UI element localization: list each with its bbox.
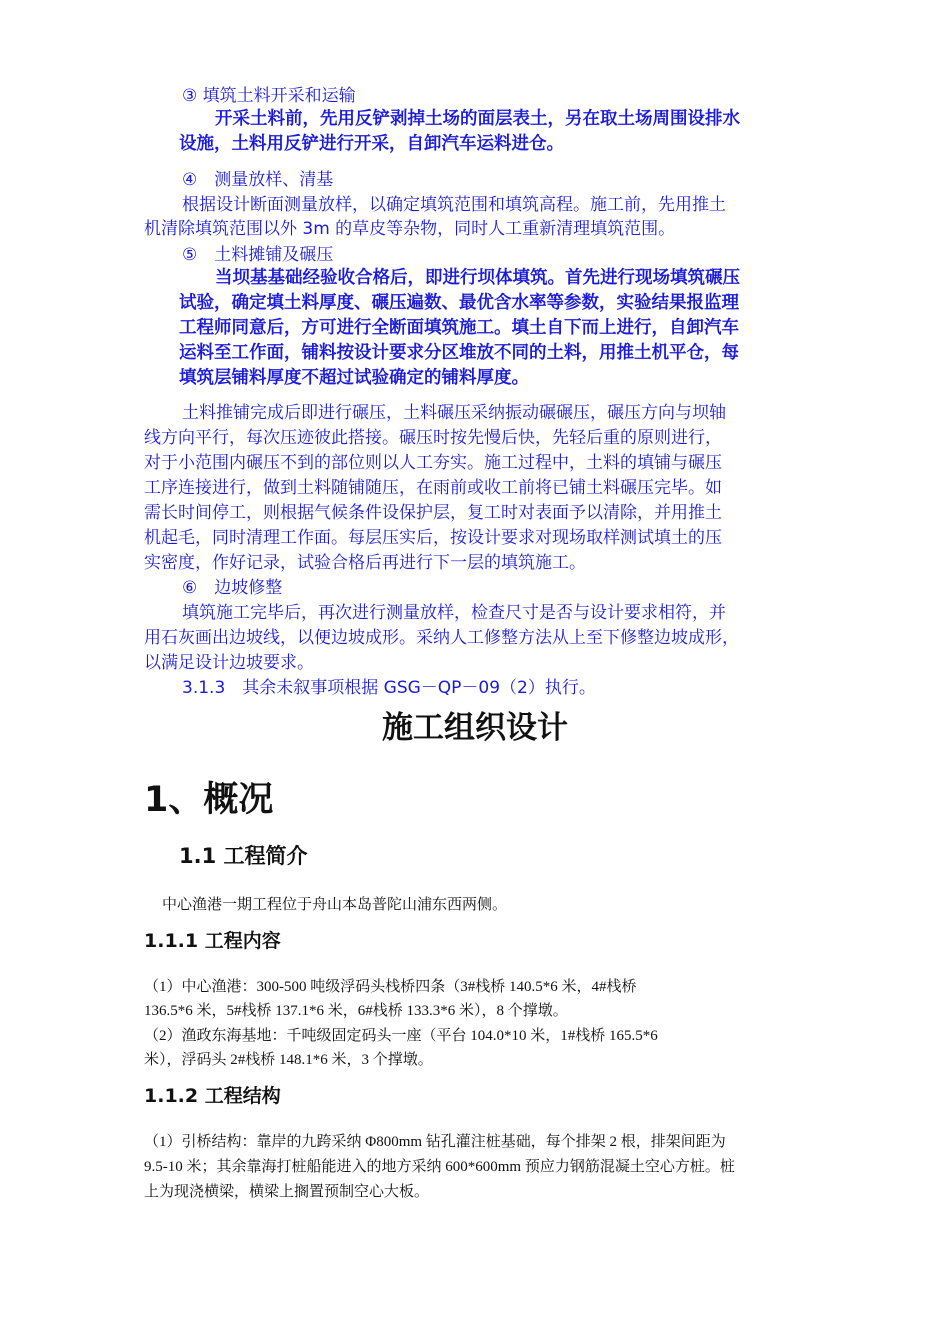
section-4-line: 根据设计断面测量放样，以确定填筑范围和填筑高程。施工前，先用推土 (182, 195, 726, 215)
section-3-line: 开采土料前，先用反铲剥掉土场的面层表土，另在取土场周围设排水 (215, 109, 740, 129)
document-title: 施工组织设计 (382, 710, 568, 746)
section-5-line: 线方向平行，每次压迹彼此搭接。碾压时按先慢后快，先轻后重的原则进行， (144, 428, 722, 448)
section-5-line: 工序连接进行，做到土料随铺随压，在雨前或收工前将已铺土料碾压完毕。如 (144, 478, 722, 498)
subsection-heading: 1.1.2 工程结构 (144, 1085, 281, 1107)
section-5-line: 对于小范围内碾压不到的部位则以人工夯实。施工过程中，土料的填铺与碾压 (144, 453, 722, 473)
section-4-heading: ④ 测量放样、清基 (182, 170, 334, 190)
section-3-heading: ③ 填筑土料开采和运输 (182, 86, 356, 106)
section-6-line: 以满足设计边坡要求。 (144, 653, 314, 673)
section-6-line: 用石灰画出边坡线，以便边坡成形。采纳人工修整方法从上至下修整边坡成形， (144, 628, 739, 648)
subsection-heading: 1.1.1 工程内容 (144, 930, 281, 952)
section-6-heading: ⑥ 边坡修整 (182, 578, 283, 598)
section-5-line: 需长时间停工，则根据气候条件设保护层，复工时对表面予以清除，并用推土 (144, 503, 722, 523)
section-6-note: 3.1.3 其余未叙事项根据 GSG－QP－09（2）执行。 (182, 678, 596, 698)
section-5-bold-line: 试验，确定填土料厚度、碾压遍数、最优含水率等参数，实验结果报监理 (179, 293, 739, 313)
section-5-heading: ⑤ 土料摊铺及碾压 (182, 245, 334, 265)
chapter-heading: 1、概况 (144, 780, 274, 820)
intro-paragraph: 中心渔港一期工程位于舟山本岛普陀山浦东西两侧。 (162, 897, 508, 913)
section-5-bold-line: 填筑层铺料厚度不超过试验确定的铺料厚度。 (179, 368, 529, 388)
section-5-bold-line: 工程师同意后，方可进行全断面填筑施工。填土自下而上进行，自卸汽车 (179, 318, 739, 338)
structure-line: （1）引桥结构：靠岸的九跨采纳 Φ800mm 钻孔灌注桩基础，每个排架 2 根，排架间距为 (144, 1134, 726, 1150)
section-5-bold-line: 当坝基基础经验收合格后，即进行坝体填筑。首先进行现场填筑碾压 (215, 268, 740, 288)
content-line: 136.5*6 米，5#栈桥 137.1*6 米，6#栈桥 133.3*6 米），8 个撑墩。 (144, 1003, 568, 1019)
section-5-line: 土料推铺完成后即进行碾压，土料碾压采纳振动碾碾压，碾压方向与坝轴 (182, 403, 726, 423)
section-5-line: 实密度，作好记录，试验合格后再进行下一层的填筑施工。 (144, 553, 586, 573)
section-6-line: 填筑施工完毕后，再次进行测量放样，检查尺寸是否与设计要求相符，并 (182, 603, 726, 623)
content-line: （2）渔政东海基地：千吨级固定码头一座（平台 104.0*10 米，1#栈桥 165.5*6 (144, 1028, 658, 1044)
structure-line: 上为现浇横梁，横梁上搁置预制空心大板。 (144, 1184, 430, 1200)
content-line: （1）中心渔港：300-500 吨级浮码头栈桥四条（3#栈桥 140.5*6 米，4#栈桥 (144, 979, 637, 995)
section-5-bold-line: 运料至工作面，铺料按设计要求分区堆放不同的土料，用推土机平仓，每 (179, 343, 739, 363)
section-5-line: 机起毛，同时清理工作面。每层压实后，按设计要求对现场取样测试填土的压 (144, 528, 722, 548)
structure-line: 9.5-10 米；其余靠海打桩船能进入的地方采纳 600*600mm 预应力钢筋混凝土空心方桩。桩 (144, 1159, 735, 1175)
section-3-line: 设施，土料用反铲进行开采，自卸汽车运料进仓。 (179, 134, 564, 154)
section-heading: 1.1 工程简介 (179, 844, 308, 868)
section-4-line: 机清除填筑范围以外 3m 的草皮等杂物，同时人工重新清理填筑范围。 (144, 219, 676, 239)
content-line: 米），浮码头 2#栈桥 148.1*6 米，3 个撑墩。 (144, 1052, 433, 1068)
